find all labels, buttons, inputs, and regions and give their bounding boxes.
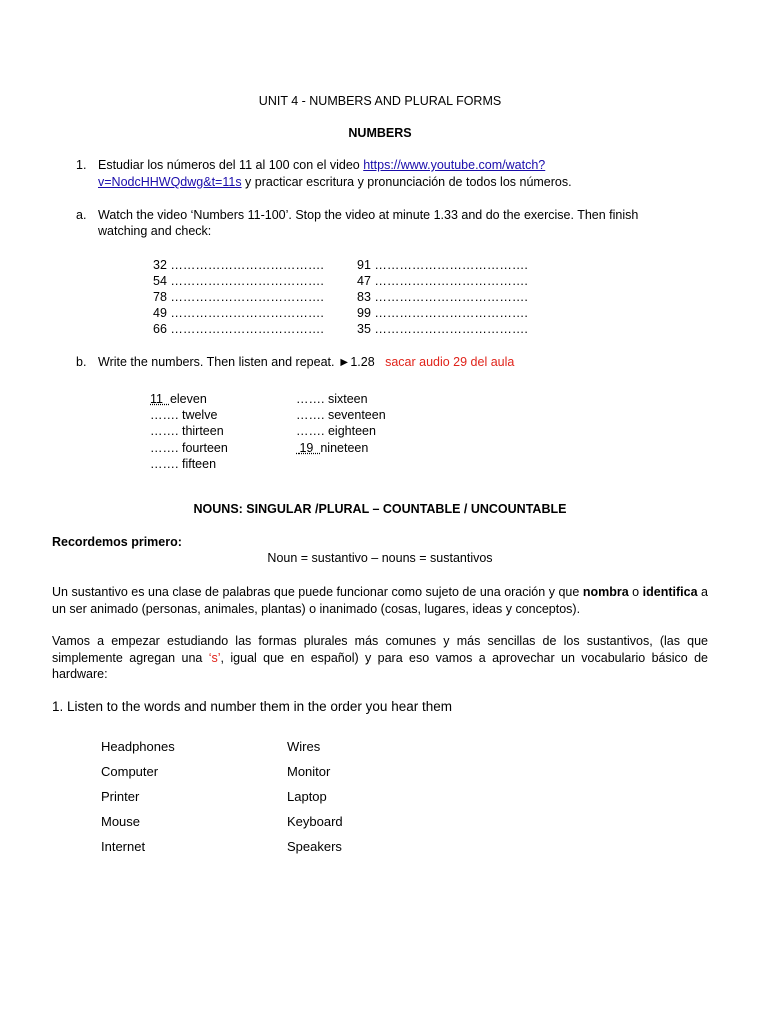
exercise-b-word: seventeen <box>327 408 386 422</box>
vocab-word: Internet <box>101 839 146 854</box>
exercise-b-blank: ……. <box>150 457 179 471</box>
exercise-b-word: sixteen <box>327 392 368 406</box>
exercise-b-item <box>150 457 216 471</box>
answer-underline <box>163 392 170 406</box>
exercise-a-item: 99 ………………………………. <box>357 306 528 320</box>
paragraph-highlight: ‘s’ <box>208 650 221 665</box>
vocab-word: Mouse <box>101 814 141 829</box>
paragraph-text: Un sustantivo es una clase de palabras que puede funcionar como sujeto de una oración y que <box>52 585 583 599</box>
exercise-b-blank: ……. <box>296 392 325 406</box>
exercise-b-item <box>296 424 376 438</box>
item-b-marker: b. <box>76 355 87 369</box>
noun-definition: Noun = sustantivo – nouns = sustantivos <box>267 551 493 565</box>
paragraph-text: Vamos a empezar estudiando las formas plurales más comunes y más sencillas de los sustantivos, (las que simplemente agregan una <box>52 634 708 665</box>
exercise-b-answer: 11 <box>150 392 163 406</box>
paragraph-bold: nombra <box>582 585 629 599</box>
exercise-b-word: thirteen <box>181 424 224 438</box>
exercise-b-word: eighteen <box>327 424 376 438</box>
vocab-word: Computer <box>101 764 159 779</box>
exercise-b-answer: 19 <box>299 441 314 455</box>
paragraph-text: , igual que en español) y para eso vamos a aprovechar un vocabulario básico de hardware: <box>52 650 709 681</box>
item-1-text-after: y practicar escritura y pronunciación de todos los números. <box>241 175 572 189</box>
vocab-word: Speakers <box>287 839 342 854</box>
paragraph-text: o <box>628 585 643 599</box>
exercise-b-item <box>150 424 224 438</box>
youtube-link-part2[interactable]: v=NodcHHWQdwg&t=11s <box>98 175 242 189</box>
item-b-line <box>98 355 514 369</box>
item-a-line2: watching and check: <box>98 224 212 238</box>
vocab-word: Wires <box>287 739 321 754</box>
exercise-a-item: 66 ………………………………. <box>153 322 324 336</box>
exercise-b-word: fifteen <box>181 457 217 471</box>
paragraph-sustantivo <box>52 584 708 617</box>
exercise-a-item: 47 ………………………………. <box>357 274 528 288</box>
exercise-a-item: 35 ………………………………. <box>357 322 528 336</box>
exercise-b-item <box>150 408 217 422</box>
exercise-a-item: 54 ………………………………. <box>153 274 324 288</box>
exercise-b-item <box>150 392 207 406</box>
exercise-b-blank: ……. <box>150 408 179 422</box>
numbers-heading: NUMBERS <box>348 126 412 140</box>
item-b-text: Write the numbers. Then listen and repeat. ►1.28 <box>98 355 375 369</box>
item-a-line1: Watch the video ‘Numbers 11-100’. Stop the video at minute 1.33 and do the exercise. Then finish <box>98 208 639 222</box>
exercise-a-item: 49 ………………………………. <box>153 306 324 320</box>
exercise-b-item <box>296 392 368 406</box>
item-a-marker: a. <box>76 208 87 222</box>
exercise-a-item: 83 ………………………………. <box>357 290 528 304</box>
vocab-word: Keyboard <box>287 814 343 829</box>
exercise-b-word: eleven <box>169 392 207 406</box>
exercise-b-blank: ……. <box>296 424 325 438</box>
exercise-a-item: 91 ………………………………. <box>357 258 528 272</box>
unit-title: UNIT 4 - NUMBERS AND PLURAL FORMS <box>258 94 502 108</box>
vocab-word: Headphones <box>101 739 175 754</box>
item-1-line1 <box>98 158 545 172</box>
exercise-a-item: 78 ………………………………. <box>153 290 324 304</box>
vocab-word: Monitor <box>287 764 331 779</box>
exercise-b-word: nineteen <box>320 441 369 455</box>
exercise-b-item <box>296 441 368 455</box>
item-1-text-before: Estudiar los números del 11 al 100 con el video <box>98 158 364 172</box>
exercise-b-blank: ……. <box>296 408 325 422</box>
paragraph-text: a un ser animado (personas, animales, plantas) o inanimado (cosas, lugares, ideas y conceptos). <box>52 585 708 616</box>
exercise-b-item <box>296 408 386 422</box>
exercise-a-item: 32 ………………………………. <box>153 258 324 272</box>
teacher-note: sacar audio 29 del aula <box>385 355 515 369</box>
exercise-b-blank: ……. <box>150 441 179 455</box>
youtube-link-part1[interactable]: https://www.youtube.com/watch? <box>363 158 546 172</box>
item-1-marker: 1. <box>76 158 87 172</box>
exercise-b-word: fourteen <box>181 441 228 455</box>
recordemos-label: Recordemos primero: <box>52 535 182 549</box>
item-1-line2 <box>98 175 572 189</box>
exercise-b-word: twelve <box>181 408 218 422</box>
paragraph-plurales <box>52 633 708 683</box>
listen-instruction: 1. Listen to the words and number them in the order you hear them <box>52 699 452 714</box>
nouns-heading: NOUNS: SINGULAR /PLURAL – COUNTABLE / UNCOUNTABLE <box>193 502 567 516</box>
exercise-b-blank: ……. <box>150 424 179 438</box>
paragraph-bold: identifica <box>642 585 698 599</box>
vocab-word: Laptop <box>287 789 327 804</box>
vocab-word: Printer <box>101 789 140 804</box>
exercise-b-item <box>150 441 228 455</box>
